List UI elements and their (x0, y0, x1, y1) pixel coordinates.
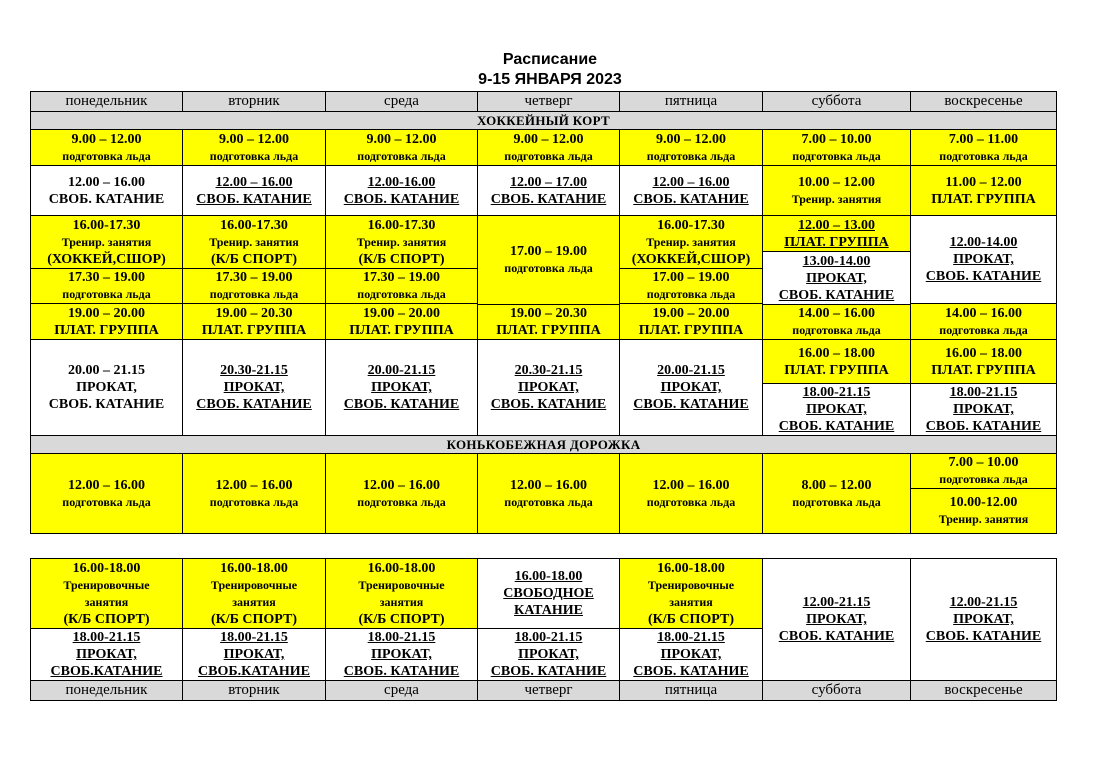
slot-label: ПРОКАТ, (806, 402, 867, 417)
slot-label: СВОБ. КАТАНИЕ (925, 419, 1042, 434)
slot-label: подготовка льда (646, 494, 736, 509)
slot (911, 130, 1057, 166)
slot-time: 12.00 – 16.00 (215, 174, 293, 190)
slot-label: СВОБ.КАТАНИЕ (50, 664, 163, 679)
slot-label: Тренир. занятия (209, 234, 299, 249)
slot-time: 20.00 – 21.15 (68, 363, 145, 378)
slot-label: подготовка льда (939, 322, 1028, 337)
slot-time: 7.00 – 10.00 (948, 455, 1019, 470)
slot-time: 12.00 – 16.00 (652, 477, 730, 493)
slot (911, 340, 1057, 384)
slot-time: 10.00-12.00 (949, 495, 1018, 510)
slot-label: СВОБ. КАТАНИЕ (48, 397, 165, 412)
slot (478, 454, 620, 534)
slot-time: 16.00-17.30 (367, 217, 436, 233)
slot-time: 12.00 – 16.00 (68, 174, 145, 190)
day-footer-wed: среда (326, 681, 478, 701)
slot-label: подготовка льда (504, 261, 593, 275)
slot-time: 16.00-18.00 (72, 560, 141, 576)
slot (763, 454, 911, 534)
slot-time: 9.00 – 12.00 (366, 131, 437, 147)
slot-label: ПРОКАТ, (953, 402, 1014, 417)
slot-label: Тренир. занятия (791, 191, 882, 206)
slot-time: 16.00-17.30 (657, 217, 725, 233)
slot-time: 17.00 – 19.00 (652, 270, 730, 285)
slot (620, 629, 763, 681)
slot-time: 18.00-21.15 (802, 385, 871, 400)
slot-time: 14.00 – 16.00 (945, 305, 1022, 321)
slot-label: подготовка льда (792, 494, 881, 509)
slot (478, 216, 620, 305)
slot-label: занятия (232, 594, 276, 609)
day-footer-thu: четверг (478, 681, 620, 701)
slot-time: 12.00-14.00 (949, 235, 1018, 250)
day-header-sat: суббота (763, 92, 911, 112)
slot-label: ПЛАТ. ГРУППА (638, 322, 744, 338)
slot-time: 17.00 – 19.00 (510, 244, 587, 259)
slot (620, 340, 763, 436)
slot (620, 130, 763, 166)
slot-label: Тренир. занятия (356, 234, 447, 249)
slot (326, 216, 478, 269)
slot-time: 16.00 – 18.00 (945, 345, 1022, 361)
slot (31, 130, 183, 166)
slot (31, 166, 183, 216)
slot-time: 7.00 – 11.00 (948, 131, 1019, 147)
slot-time: 12.00 – 16.00 (652, 174, 730, 190)
page-subtitle: 9-15 ЯНВАРЯ 2023 (478, 71, 622, 88)
slot-label: СВОБ. КАТАНИЕ (196, 397, 312, 412)
slot (183, 216, 326, 269)
slot-time: 11.00 – 12.00 (945, 174, 1022, 190)
slot-label: Тренир. занятия (61, 234, 152, 249)
slot-label: СВОБ. КАТАНИЕ (48, 191, 165, 207)
slot (478, 340, 620, 436)
slot-time: 12.00 – 16.00 (510, 477, 587, 493)
slot-label: подготовка льда (792, 323, 881, 337)
slot-time: 16.00 – 18.00 (798, 345, 875, 361)
slot-time: 13.00-14.00 (802, 253, 871, 269)
slot (183, 629, 326, 681)
slot-time: 12.00 – 17.00 (510, 174, 587, 190)
slot (183, 340, 326, 436)
slot-time: 12.00 – 16.00 (215, 477, 293, 493)
slot-label: (ХОККЕЙ,СШОР) (47, 251, 166, 267)
schedule-table-skating-lower (30, 558, 1057, 701)
slot-label: подготовка льда (209, 287, 299, 301)
day-header-mon: понедельник (31, 92, 183, 112)
slot-label: СВОБ. КАТАНИЕ (343, 664, 460, 679)
slot-time: 16.00-17.30 (220, 217, 288, 233)
slot-time: 10.00 – 12.00 (798, 174, 875, 190)
slot-label: ПЛАТ. ГРУППА (931, 191, 1036, 207)
slot-label: подготовка льда (357, 494, 446, 509)
slot-time: 8.00 – 12.00 (801, 477, 872, 493)
slot-time: 19.00 – 20.00 (652, 305, 730, 321)
slot-label: СВОБ. КАТАНИЕ (343, 191, 460, 207)
slot-label: подготовка льда (646, 287, 736, 301)
slot (478, 166, 620, 216)
slot-label: занятия (84, 594, 129, 609)
slot-time: 19.00 – 20.30 (510, 306, 587, 321)
slot (620, 559, 763, 629)
slot-label: Тренир. занятия (646, 234, 736, 249)
slot-label: СВОБ. КАТАНИЕ (196, 191, 312, 207)
slot-label: (К/Б СПОРТ) (63, 611, 150, 627)
slot (911, 384, 1057, 436)
day-header-tue: вторник (183, 92, 326, 112)
slot (31, 629, 183, 681)
day-header-wed: среда (326, 92, 478, 112)
slot-time: 18.00-21.15 (220, 630, 288, 645)
slot-label: СВОБ. КАТАНИЕ (778, 629, 895, 644)
slot-time: 12.00-21.15 (949, 595, 1018, 610)
slot-time: 12.00 – 16.00 (68, 477, 145, 493)
slot-label: подготовка льда (504, 148, 593, 163)
slot-label: СВОБ. КАТАНИЕ (490, 397, 607, 412)
slot-label: ПРОКАТ, (518, 647, 579, 662)
slot-time: 9.00 – 12.00 (513, 131, 584, 147)
slot-label: Тренир. занятия (938, 512, 1029, 526)
slot-time: 16.00-18.00 (514, 569, 583, 584)
slot (620, 216, 763, 269)
slot (911, 489, 1057, 534)
slot-label: Тренировочные (647, 577, 735, 592)
slot (31, 340, 183, 436)
slot-label: ПРОКАТ, (76, 380, 137, 395)
slot (478, 629, 620, 681)
slot (183, 269, 326, 304)
slot-label: ПРОКАТ, (223, 380, 285, 395)
page-title: Расписание (502, 51, 598, 68)
slot (31, 216, 183, 269)
slot-time: 7.00 – 10.00 (801, 131, 872, 147)
slot (326, 340, 478, 436)
slot-label: Тренировочные (210, 577, 298, 592)
slot-time: 18.00-21.15 (657, 630, 725, 645)
slot (763, 166, 911, 216)
slot-label: ПЛАТ. ГРУППА (54, 322, 159, 338)
slot-label: СВОБ. КАТАНИЕ (778, 419, 895, 434)
slot-time: 9.00 – 12.00 (656, 131, 726, 147)
slot-time: 19.00 – 20.30 (215, 305, 293, 321)
slot (911, 166, 1057, 216)
slot-label: подготовка льда (357, 148, 446, 163)
slot (763, 340, 911, 384)
day-header-sun: воскресенье (911, 92, 1057, 112)
day-header-thu: четверг (478, 92, 620, 112)
slot-time: 17.30 – 19.00 (68, 270, 145, 285)
slot (478, 130, 620, 166)
slot (763, 384, 911, 436)
slot-label: занятия (669, 594, 713, 609)
slot-time: 18.00-21.15 (949, 385, 1018, 400)
slot-label: ПЛАТ. ГРУППА (931, 362, 1036, 378)
slot-label: ПРОКАТ, (806, 612, 867, 627)
slot-time: 12.00 – 16.00 (363, 477, 440, 493)
slot-label: ПРОКАТ, (660, 380, 722, 395)
slot (911, 304, 1057, 340)
slot (911, 216, 1057, 304)
slot (620, 304, 763, 340)
slot-time: 17.30 – 19.00 (215, 270, 293, 285)
slot-label: СВОБ. КАТАНИЕ (490, 191, 607, 207)
slot-time: 18.00-21.15 (514, 630, 583, 645)
slot-label: подготовка льда (646, 148, 736, 163)
slot-label: подготовка льда (792, 148, 881, 163)
slot-label: Тренировочные (358, 577, 445, 592)
day-footer-sat: суббота (763, 681, 911, 701)
slot-label: подготовка льда (62, 287, 151, 301)
slot-label: подготовка льда (209, 148, 299, 163)
slot-label: ПЛАТ. ГРУППА (784, 234, 889, 250)
slot-label: ПРОКАТ, (223, 647, 285, 662)
slot (763, 130, 911, 166)
slot-time: 18.00-21.15 (367, 630, 436, 645)
slot-time: 12.00-16.00 (367, 174, 436, 190)
slot-label: СВОБ. КАТАНИЕ (633, 397, 749, 412)
slot-label: подготовка льда (939, 148, 1028, 163)
slot-label: ПЛАТ. ГРУППА (349, 322, 454, 338)
slot (763, 252, 911, 305)
slot-time: 17.30 – 19.00 (363, 270, 440, 285)
slot-label: (К/Б СПОРТ) (210, 611, 298, 627)
slot-time: 14.00 – 16.00 (798, 306, 875, 321)
slot (478, 559, 620, 629)
day-footer-sun: воскресенье (911, 681, 1057, 701)
slot-label: СВОБ. КАТАНИЕ (925, 629, 1042, 644)
section-hockey-court: ХОККЕЙНЫЙ КОРТ (31, 112, 1057, 130)
slot (183, 304, 326, 340)
slot (326, 269, 478, 304)
slot-label: (К/Б СПОРТ) (358, 251, 445, 267)
slot-time: 16.00-18.00 (220, 560, 288, 576)
slot-label: ПРОКАТ, (76, 647, 137, 662)
slot (478, 305, 620, 340)
slot-time: 20.00-21.15 (367, 363, 436, 378)
slot (911, 559, 1057, 681)
slot-label: ПРОКАТ, (806, 270, 867, 286)
slot (620, 454, 763, 534)
slot-label: подготовка льда (939, 472, 1028, 486)
slot (183, 454, 326, 534)
slot-label: КАТАНИЕ (514, 603, 583, 618)
slot (183, 130, 326, 166)
slot-label: (К/Б СПОРТ) (647, 611, 735, 627)
slot-label: СВОБ.КАТАНИЕ (198, 664, 310, 679)
slot-label: ПРОКАТ, (660, 647, 722, 662)
slot (911, 454, 1057, 489)
section-skating-track: КОНЬКОБЕЖНАЯ ДОРОЖКА (31, 436, 1057, 454)
slot-label: СВОБ. КАТАНИЕ (925, 269, 1042, 284)
slot-label: СВОБ. КАТАНИЕ (343, 397, 460, 412)
slot-label: ПРОКАТ, (953, 612, 1014, 627)
day-footer-mon: понедельник (31, 681, 183, 701)
slot-time: 19.00 – 20.00 (68, 305, 145, 321)
slot-label: СВОБ. КАТАНИЕ (633, 191, 749, 207)
slot-time: 20.00-21.15 (657, 363, 725, 378)
slot-label: Тренировочные (63, 577, 150, 592)
slot (31, 304, 183, 340)
slot-label: подготовка льда (62, 494, 151, 509)
slot-label: (К/Б СПОРТ) (358, 611, 445, 627)
day-header-fri: пятница (620, 92, 763, 112)
day-footer-tue: вторник (183, 681, 326, 701)
slot (326, 304, 478, 340)
slot-time: 12.00-21.15 (802, 595, 871, 610)
slot-label: СВОБ. КАТАНИЕ (778, 287, 895, 303)
slot-label: подготовка льда (504, 494, 593, 509)
slot-label: СВОБ. КАТАНИЕ (633, 664, 749, 679)
slot-time: 16.00-18.00 (657, 560, 725, 576)
slot (31, 559, 183, 629)
slot (183, 166, 326, 216)
slot (326, 166, 478, 216)
slot (31, 269, 183, 304)
slot-label: ПЛАТ. ГРУППА (201, 322, 307, 338)
slot-label: занятия (379, 594, 424, 609)
slot (326, 629, 478, 681)
slot (326, 454, 478, 534)
slot-label: ПРОКАТ, (518, 380, 579, 395)
slot (763, 305, 911, 340)
slot (31, 454, 183, 534)
slot-time: 20.30-21.15 (220, 363, 288, 378)
slot-label: (К/Б СПОРТ) (210, 251, 298, 267)
slot-time: 16.00-18.00 (367, 560, 436, 576)
slot-label: (ХОККЕЙ,СШОР) (631, 251, 751, 267)
slot (326, 559, 478, 629)
slot-time: 16.00-17.30 (72, 217, 141, 233)
slot-label: ПРОКАТ, (953, 252, 1014, 267)
slot-time: 9.00 – 12.00 (219, 131, 289, 147)
slot-label: подготовка льда (209, 494, 299, 509)
slot-label: ПЛАТ. ГРУППА (784, 362, 889, 378)
slot (183, 559, 326, 629)
slot-time: 20.30-21.15 (514, 363, 583, 378)
slot-label: ПРОКАТ, (371, 380, 432, 395)
slot (620, 269, 763, 304)
day-footer-fri: пятница (620, 681, 763, 701)
slot-label: подготовка льда (357, 287, 446, 301)
slot-label: подготовка льда (62, 148, 151, 163)
slot-label: ПРОКАТ, (371, 647, 432, 662)
slot-label: СВОБ. КАТАНИЕ (490, 664, 607, 679)
slot (620, 166, 763, 216)
slot (763, 216, 911, 252)
slot-time: 19.00 – 20.00 (363, 305, 440, 321)
schedule-table (30, 91, 1057, 534)
slot-time: 9.00 – 12.00 (71, 131, 142, 147)
slot-time: 18.00-21.15 (72, 630, 141, 645)
slot-label: ПЛАТ. ГРУППА (496, 323, 601, 338)
slot-time: 12.00 – 13.00 (798, 217, 875, 233)
slot (326, 130, 478, 166)
slot (763, 559, 911, 681)
slot-label: СВОБОДНОЕ (503, 586, 594, 601)
